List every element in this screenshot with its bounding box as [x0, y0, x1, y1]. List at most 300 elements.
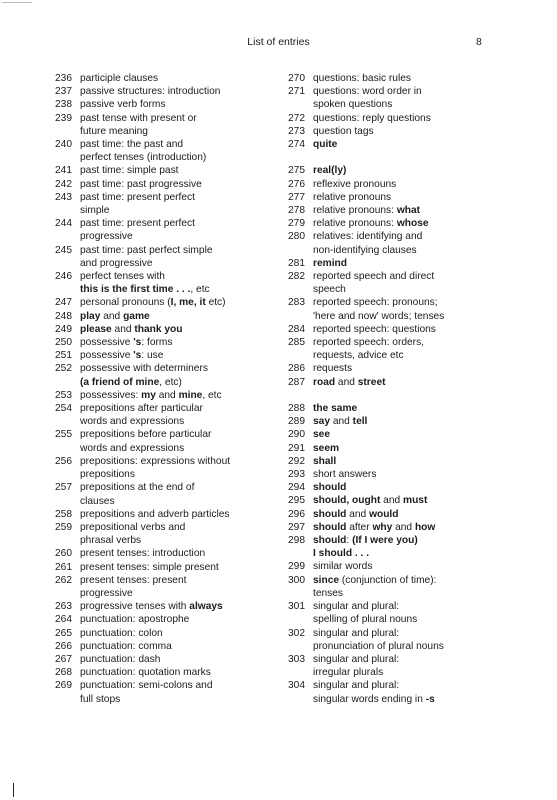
entry-title [80, 310, 285, 323]
entry-item [288, 494, 538, 507]
entry-keyword: road [313, 376, 336, 388]
entry-title [80, 627, 285, 640]
entry-line [313, 85, 538, 98]
entry-title [313, 468, 538, 481]
entry-title [80, 349, 285, 362]
entry-number: 265 [55, 627, 72, 639]
entry-title [313, 257, 538, 270]
entry-number: 276 [288, 178, 305, 190]
entry-text: punctuation: dash [80, 653, 161, 665]
entry-line [313, 310, 538, 323]
entry-text: short answers [313, 469, 377, 481]
entry-text: punctuation: apostrophe [80, 614, 190, 626]
entry-number: 266 [55, 640, 72, 652]
entry-title [313, 125, 538, 138]
entry-line [313, 455, 538, 468]
entry-title [313, 112, 538, 125]
entry-text: possessive [80, 350, 134, 362]
entry-title [80, 323, 285, 336]
entry-text: questions: reply questions [313, 112, 431, 124]
entry-line [313, 125, 538, 138]
entry-keyword: I should . . . [313, 548, 370, 560]
entry-text: etc) [205, 297, 226, 309]
entry-line [313, 534, 538, 547]
entry-line [80, 362, 285, 375]
entry-number: 248 [55, 310, 72, 322]
entry-line [313, 574, 538, 587]
entry-title [313, 574, 538, 600]
entry-line [80, 613, 285, 626]
entry-item [288, 455, 538, 468]
entry-number: 292 [288, 455, 305, 467]
entry-title [313, 270, 538, 296]
entry-text: present tenses: introduction [80, 548, 206, 560]
entry-item [288, 164, 538, 177]
entry-item [55, 178, 285, 191]
entry-title [80, 600, 285, 613]
entry-line [313, 693, 538, 706]
entry-keyword: shall [313, 455, 337, 467]
entry-item [55, 508, 285, 521]
entry-item [288, 468, 538, 481]
entry-line [313, 217, 538, 230]
entry-item [288, 415, 538, 428]
entry-line [313, 244, 538, 257]
entry-title [80, 640, 285, 653]
entry-keyword: seem [313, 442, 340, 454]
entry-text: and [392, 521, 415, 533]
entry-item [55, 85, 285, 98]
entry-line [313, 164, 538, 177]
entry-title [313, 323, 538, 336]
entry-text: phrasal verbs [80, 535, 142, 547]
entry-line [80, 389, 285, 402]
entry-line [80, 521, 285, 534]
entry-line [80, 428, 285, 441]
entry-line [313, 336, 538, 349]
entry-title [80, 547, 285, 560]
entry-text: question tags [313, 125, 374, 137]
entry-number: 298 [288, 535, 305, 547]
entry-keyword: (a friend of mine [80, 376, 160, 388]
entry-line [80, 455, 285, 468]
entry-item [55, 653, 285, 666]
entry-title [313, 428, 538, 441]
entry-item [288, 85, 538, 111]
entry-title [313, 85, 538, 111]
entry-number: 237 [55, 86, 72, 98]
entry-line [313, 112, 538, 125]
entry-keyword: see [313, 429, 330, 441]
entry-text: reported speech: pronouns; [313, 297, 438, 309]
entry-line [313, 560, 538, 573]
entry-line [313, 72, 538, 85]
entry-line [80, 230, 285, 243]
entry-item [55, 627, 285, 640]
entry-line [80, 442, 285, 455]
entry-line [80, 323, 285, 336]
entry-text: perfect tenses (introduction) [80, 152, 207, 164]
entry-text: perfect tenses with [80, 271, 165, 283]
entry-keyword: street [357, 376, 386, 388]
entry-item [55, 296, 285, 309]
entry-number: 242 [55, 178, 72, 190]
entry-text: reflexive pronouns [313, 178, 397, 190]
entry-item [55, 574, 285, 600]
entry-keyword: my [141, 389, 156, 401]
entry-item [55, 455, 285, 481]
entry-title [313, 296, 538, 322]
entry-item [288, 521, 538, 534]
entry-item [55, 666, 285, 679]
entry-line [80, 164, 285, 177]
entry-number: 283 [288, 297, 305, 309]
entry-number: 250 [55, 337, 72, 349]
entry-title [80, 508, 285, 521]
entry-text: progressive [80, 231, 133, 243]
entry-keyword: should [313, 482, 347, 494]
entry-number: 272 [288, 112, 305, 124]
entry-item [55, 191, 285, 217]
entry-text: , etc [202, 389, 222, 401]
entry-item [55, 270, 285, 296]
entry-item [55, 428, 285, 454]
page-title: List of entries [247, 36, 310, 48]
entry-keyword: say [313, 416, 330, 428]
entry-line [80, 547, 285, 560]
entry-text: relatives: identifying and [313, 231, 423, 243]
crop-mark [13, 783, 14, 797]
entry-title [80, 72, 285, 85]
entry-line [313, 376, 538, 389]
entry-text: past time: the past and [80, 139, 184, 151]
entry-text: singular and plural: [313, 601, 400, 613]
entry-title [80, 402, 285, 428]
entry-text: clauses [80, 495, 115, 507]
entry-text: possessive [80, 337, 134, 349]
entry-line [80, 627, 285, 640]
entry-item [288, 112, 538, 125]
section-gap [288, 389, 538, 402]
entry-text: past time: simple past [80, 165, 179, 177]
entry-title [80, 217, 285, 243]
entry-number: 241 [55, 165, 72, 177]
entry-text: prepositions and adverb particles [80, 508, 230, 520]
entry-item [55, 138, 285, 164]
entry-number: 264 [55, 614, 72, 626]
entry-text: personal pronouns ( [80, 297, 171, 309]
entry-number: 278 [288, 205, 305, 217]
entry-line [80, 587, 285, 600]
entry-line [313, 508, 538, 521]
entry-text: similar words [313, 561, 373, 573]
entry-text: tenses [313, 587, 344, 599]
entry-line [80, 574, 285, 587]
entry-item [288, 125, 538, 138]
entry-item [55, 402, 285, 428]
entry-text: past time: present perfect [80, 191, 195, 203]
entry-line [313, 138, 538, 151]
entry-line [80, 217, 285, 230]
entry-number: 269 [55, 680, 72, 692]
entry-title [313, 481, 538, 494]
entry-item [288, 534, 538, 560]
entry-text: full stops [80, 693, 121, 705]
entry-number: 301 [288, 601, 305, 613]
entry-number: 293 [288, 469, 305, 481]
entry-line [80, 640, 285, 653]
entry-item [288, 138, 538, 151]
entry-line [313, 191, 538, 204]
entry-text: questions: basic rules [313, 73, 411, 84]
entry-title [80, 191, 285, 217]
entry-keyword: should [313, 535, 347, 547]
entry-number: 239 [55, 112, 72, 124]
entry-line [313, 230, 538, 243]
entry-item [55, 349, 285, 362]
entry-line [313, 679, 538, 692]
entry-keyword: play [80, 310, 101, 322]
entry-text: and [155, 389, 179, 401]
entry-text: participle clauses [80, 73, 159, 84]
entry-text: words and expressions [80, 416, 185, 428]
entry-text: present tenses: present [80, 574, 187, 586]
entry-item [55, 310, 285, 323]
entries-column-left [55, 72, 285, 706]
entry-keyword: always [189, 601, 223, 613]
entry-text: irregular plurals [313, 667, 384, 679]
entry-item [288, 204, 538, 217]
entry-number: 274 [288, 139, 305, 151]
entry-line [313, 98, 538, 111]
entry-text: progressive [80, 587, 133, 599]
entry-item [55, 244, 285, 270]
entry-title [313, 534, 538, 560]
entry-item [55, 521, 285, 547]
entry-number: 288 [288, 403, 305, 415]
entry-text: words and expressions [80, 442, 185, 454]
entry-number: 291 [288, 442, 305, 454]
entry-line [313, 402, 538, 415]
entry-number: 295 [288, 495, 305, 507]
entry-item [55, 217, 285, 243]
entry-line [313, 270, 538, 283]
entry-title [313, 362, 538, 375]
entry-title [80, 521, 285, 547]
entry-text: relative pronouns: [313, 218, 397, 230]
entry-item [288, 257, 538, 270]
entry-item [288, 191, 538, 204]
entry-text: : forms [141, 337, 173, 349]
entry-item [55, 98, 285, 111]
entry-line [313, 613, 538, 626]
entry-text: singular and plural: [313, 680, 400, 692]
entry-line [313, 653, 538, 666]
entry-line [313, 178, 538, 191]
entry-title [313, 336, 538, 362]
entry-line [80, 85, 285, 98]
entry-item [288, 296, 538, 322]
entry-number: 275 [288, 165, 305, 177]
entry-text: reported speech and direct [313, 271, 435, 283]
entry-number: 252 [55, 363, 72, 375]
entry-title [80, 574, 285, 600]
entry-number: 277 [288, 191, 305, 203]
entry-text: prepositions before particular [80, 429, 212, 441]
entry-title [80, 613, 285, 626]
entry-line [80, 191, 285, 204]
entry-item [55, 164, 285, 177]
entry-text: , etc) [159, 376, 182, 388]
entry-line [313, 204, 538, 217]
entry-number: 256 [55, 455, 72, 467]
entry-number: 243 [55, 191, 72, 203]
entry-title [313, 494, 538, 507]
entry-number: 262 [55, 574, 72, 586]
entry-keyword: why [372, 521, 393, 533]
entry-item [55, 112, 285, 138]
entry-title [313, 600, 538, 626]
entry-text: passive verb forms [80, 99, 166, 111]
entry-line [313, 481, 538, 494]
entry-item [288, 653, 538, 679]
section-gap [288, 151, 538, 164]
entry-number: 284 [288, 323, 305, 335]
entry-keyword: would [369, 508, 399, 520]
entry-number: 267 [55, 653, 72, 665]
entry-title [80, 138, 285, 164]
entry-keyword: remind [313, 257, 347, 269]
entry-text: prepositions [80, 469, 135, 481]
entry-line [313, 494, 538, 507]
entry-item [288, 362, 538, 375]
entry-line [313, 521, 538, 534]
entry-number: 260 [55, 548, 72, 560]
entry-keyword: what [396, 205, 421, 217]
entry-text: past tense with present or [80, 112, 197, 124]
entry-text: passive structures: introduction [80, 86, 221, 98]
entry-item [288, 428, 538, 441]
entry-line [80, 693, 285, 706]
entry-keyword: (If I were you) [352, 535, 418, 547]
entry-title [313, 72, 538, 85]
entry-keyword: how [414, 521, 436, 533]
entry-title [313, 653, 538, 679]
entry-text: relative pronouns: [313, 205, 397, 217]
entry-line [80, 72, 285, 85]
entry-title [313, 402, 538, 415]
entry-text: future meaning [80, 125, 148, 137]
entry-title [313, 679, 538, 705]
entry-title [80, 666, 285, 679]
entry-text: (conjunction of time): [339, 574, 437, 586]
entry-title [313, 217, 538, 230]
entry-line [80, 336, 285, 349]
entry-title [313, 138, 538, 151]
entry-title [80, 561, 285, 574]
entry-number: 240 [55, 139, 72, 151]
entry-item [288, 230, 538, 256]
entry-line [80, 270, 285, 283]
entry-number: 299 [288, 561, 305, 573]
entry-keyword: whose [396, 218, 429, 230]
entry-item [288, 574, 538, 600]
page-number: 8 [476, 36, 482, 48]
entry-line [80, 283, 285, 296]
entry-line [313, 296, 538, 309]
entry-line [80, 495, 285, 508]
entry-line [313, 600, 538, 613]
entry-text: prepositions: expressions without [80, 455, 231, 467]
entry-keyword: mine [178, 389, 203, 401]
entry-line [313, 362, 538, 375]
entry-item [288, 376, 538, 389]
entry-text: progressive tenses with [80, 601, 190, 613]
entry-number: 258 [55, 508, 72, 520]
entry-line [313, 627, 538, 640]
entry-number: 297 [288, 521, 305, 533]
entry-title [313, 164, 538, 177]
entry-keyword: since [313, 574, 340, 586]
entry-item [55, 389, 285, 402]
entry-number: 259 [55, 521, 72, 533]
entry-text: possessives: [80, 389, 142, 401]
entry-item [288, 336, 538, 362]
entry-line [80, 666, 285, 679]
entry-number: 289 [288, 416, 305, 428]
entry-item [288, 508, 538, 521]
entry-keyword: must [403, 495, 428, 507]
entry-line [80, 376, 285, 389]
entry-text: speech [313, 284, 346, 296]
entry-number: 296 [288, 508, 305, 520]
entry-keyword: the same [313, 403, 358, 415]
entry-text: spelling of plural nouns [313, 614, 418, 626]
entry-line [313, 640, 538, 653]
entry-line [313, 415, 538, 428]
entry-text: and [111, 323, 135, 335]
entry-text: past time: past perfect simple [80, 244, 213, 256]
entry-text: and [100, 310, 124, 322]
entry-title [313, 191, 538, 204]
entry-item [288, 560, 538, 573]
entry-number: 249 [55, 323, 72, 335]
entry-keyword: should, ought [313, 495, 381, 507]
entry-text: pronunciation of plural nouns [313, 640, 444, 652]
entry-number: 273 [288, 125, 305, 137]
entry-title [313, 178, 538, 191]
entry-text: non-identifying clauses [313, 244, 417, 256]
entry-line [80, 402, 285, 415]
entry-line [313, 257, 538, 270]
entry-item [55, 362, 285, 388]
entry-item [55, 547, 285, 560]
entry-line [313, 587, 538, 600]
entry-text: prepositions after particular [80, 403, 203, 415]
entry-line [313, 547, 538, 560]
entry-number: 263 [55, 601, 72, 613]
entry-item [288, 178, 538, 191]
entry-item [55, 679, 285, 705]
entry-text: punctuation: quotation marks [80, 667, 211, 679]
entry-text: prepositional verbs and [80, 521, 186, 533]
entry-line [313, 428, 538, 441]
entry-line [313, 283, 538, 296]
entry-keyword: tell [352, 416, 368, 428]
entry-title [313, 455, 538, 468]
entry-number: 300 [288, 574, 305, 586]
entry-text: punctuation: semi-colons and [80, 680, 213, 692]
